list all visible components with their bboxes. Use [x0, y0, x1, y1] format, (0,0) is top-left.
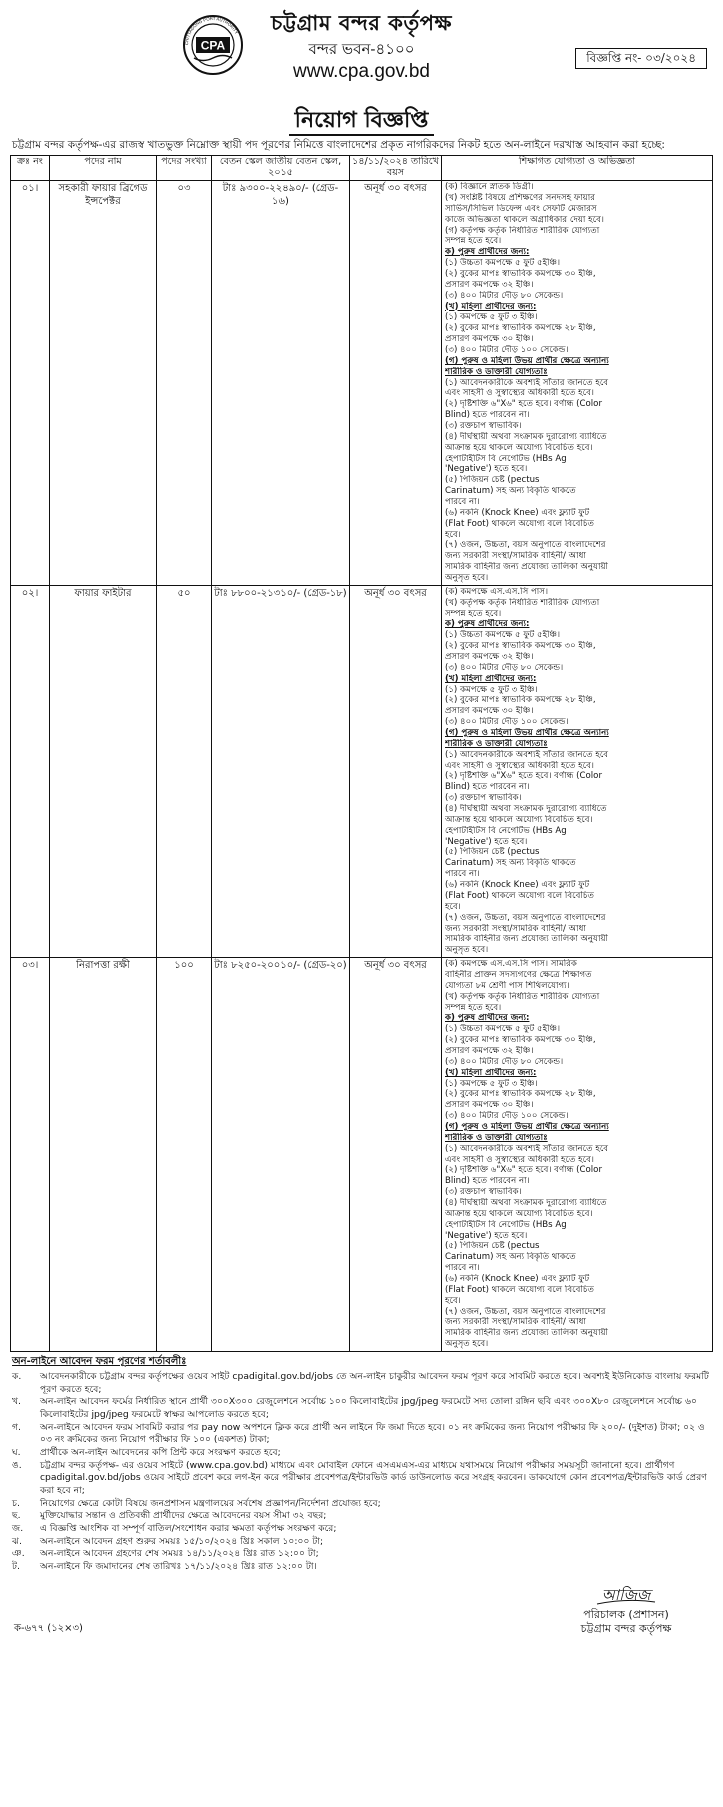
condition-text: আবেদনকারীকে চট্টগ্রাম বন্দর কর্তৃপক্ষের ওয়েব সাইট cpadigital.gov.bd/jobs তে অন-লাইন চাকুরীর আবেদন ফরম পূরণ করে সাবমিট করতে হবে। অবশ্যই ইউনিকোড বাংলায় ফরমটি পূরণ করতে হবে; [40, 1370, 709, 1395]
qualification-line: আক্রান্ত হয়ে থাকলে অযোগ্য বিবেচিত হবে। [445, 1208, 593, 1219]
qualification-line: ক) পুরুষ প্রার্থীদের জন্য: [445, 1013, 530, 1024]
qualification-line: (২) বুকের মাপঃ স্বাভাবিক কমপক্ষে ২৮ ইঞ্চি, [445, 1089, 596, 1100]
table-row [11, 958, 713, 1352]
notice-footer [10, 1580, 713, 1650]
condition-item [12, 1536, 711, 1549]
qualification-line: (খ) কর্তৃপক্ষ কর্তৃক নির্ধারিত শারীরিক যোগ্যতা [445, 991, 600, 1002]
row-age: অনূর্ধ ৩০ বৎসর [350, 585, 442, 957]
qualification-line: প্রসারণ কমপক্ষে ৩২ ইঞ্চি। [445, 652, 534, 663]
condition-number: চ. [12, 1497, 20, 1509]
condition-text: অন-লাইনে আবেদন ফরম সাবমিট করার পর pay now অপশনে ক্লিক করে প্রার্থী অন লাইনে ফি জমা দিতে হবে। ০১ নং ক্রমিকের জন্য নিয়োগ পরীক্ষার ফি ২০০/- (দুইশত) টাকা; ০২ ও ০৩ নং ক্রমিকের জন্য নিয়োগ পরীক্ষার ফি ১০০ (একশত) টাকা; [40, 1421, 705, 1446]
qualification-line: (৩) রক্তচাপ স্বাভাবিক। [445, 793, 522, 804]
condition-number: খ. [12, 1396, 21, 1408]
qualification-line: হেপাটাইটিস বি নেগেটিভ (HBs Ag [445, 825, 567, 836]
qualification-line: প্রসারণ কমপক্ষে ৩০ ইঞ্চি। [445, 1100, 534, 1111]
qualification-line: (খ) মহিলা প্রার্থীদের জন্য: [445, 301, 537, 312]
qualification-line: Carinatum) সহ অন্য বিকৃতি থাকতে [445, 858, 576, 869]
qualification-line: হবে। [445, 529, 461, 540]
signature-block [551, 1580, 701, 1636]
notice-title: নিয়োগ বিজ্ঞপ্তি [289, 106, 435, 136]
row-post: নিরাপত্তা রক্ষী [50, 958, 157, 1352]
qualification-line: (ক) কমপক্ষে এস.এস.সি পাস। সামরিক [445, 959, 577, 970]
qualification-line: প্রসারণ কমপক্ষে ৩০ ইঞ্চি। [445, 706, 534, 717]
qualification-line: Blind) হতে পারবেন না। [445, 410, 530, 421]
qualification-line: জন্য সরকারী সংস্থা/সামরিক বাহিনী/ আধা [445, 551, 586, 562]
row-qualification [442, 585, 713, 957]
qualification-line: সম্পন্ন হতে হবে। [445, 236, 502, 247]
qualification-line: এবং সাহসী ও সুস্বাস্থ্যের অধিকারী হতে হবে। [445, 760, 594, 771]
qualification-line: Carinatum) সহ অন্য বিকৃতি থাকতে [445, 1252, 576, 1263]
qualification-line: (৩) ৪০০ মিটার দৌড় ১০০ সেকেন্ড। [445, 344, 569, 355]
condition-item [12, 1523, 711, 1536]
header-scale: বেতন স্কেল জাতীয় বেতন স্কেল, ২০১৫ [212, 156, 350, 181]
organization-address: বন্দর ভবন-৪১০০ [308, 39, 415, 58]
conditions-section [10, 1356, 713, 1574]
header-age: ১৪/১১/২০২৪ তারিখে বয়স [350, 156, 442, 181]
jobs-table [10, 155, 713, 1352]
condition-item [12, 1561, 711, 1574]
qualification-line: (৪) দীর্ঘস্থায়ী অথবা সংক্রামক দুরারোগ্য ব্যাধিতে [445, 804, 607, 815]
qualification-line: (৬) নকনি (Knock Knee) এবং ফ্ল্যাট ফুট [445, 507, 590, 518]
condition-text: নিয়োগের ক্ষেত্রে কোটা বিষয়ে জনপ্রশাসন মন্ত্রণালয়ের সর্বশেষ প্রজ্ঞাপন/নির্দেশনা প্রযোজ্য হবে; [40, 1497, 381, 1509]
qualification-line: (১) আবেদনকারীকে অবশ্যই সাঁতার জানতে হবে [445, 1143, 609, 1154]
row-scale: টাঃ ৮৮০০-২১৩১০/- (গ্রেড-১৮) [212, 585, 350, 957]
qualification-line: Blind) হতে পারবেন না। [445, 782, 530, 793]
condition-item [12, 1548, 711, 1561]
table-header-row [11, 156, 713, 181]
qualification-line: শারীরিক ও ডাক্তারী যোগ্যতাঃ [445, 366, 548, 377]
notice-code: ক-৬৭৭ (১২×৩) [14, 1623, 83, 1635]
qualification-line: পারবে না। [445, 1263, 480, 1274]
notice-header [10, 6, 713, 133]
qualification-line: (৫) পিজিয়ন চেষ্ট (pectus [445, 847, 540, 858]
qualification-line: (১) কমপক্ষে ৫ ফুট ৩ ইঞ্চি। [445, 684, 538, 695]
qualification-line: (৩) রক্তচাপ স্বাভাবিক। [445, 1187, 522, 1198]
qualification-line: Blind) হতে পারবেন না। [445, 1176, 530, 1187]
condition-item [12, 1396, 711, 1421]
qualification-line: অনুসৃত হবে। [445, 1339, 489, 1350]
condition-item [12, 1460, 711, 1498]
conditions-title: অন-লাইনে আবেদন ফরম পূরণের শর্তাবলীঃ [12, 1356, 187, 1368]
row-qualification [442, 958, 713, 1352]
qualification-line: অনুসৃত হবে। [445, 573, 489, 583]
qualification-line: হবে। [445, 901, 461, 912]
row-count: ০৩ [157, 181, 212, 586]
qualification-line: (৫) পিজিয়ন চেষ্ট (pectus [445, 1241, 540, 1252]
row-post: সহকারী ফায়ার ব্রিগেড ইন্সপেক্টর [50, 181, 157, 586]
condition-number: ঘ. [12, 1446, 21, 1458]
organization-name: চট্টগ্রাম বন্দর কর্তৃপক্ষ [271, 10, 452, 35]
signature-icon [591, 1580, 661, 1608]
row-age: অনূর্ধ ৩০ বৎসর [350, 181, 442, 586]
qualification-line: (৩) ৪০০ মিটার দৌড় ৮০ সেকেন্ড। [445, 1056, 564, 1067]
qualification-line: (২) বুকের মাপঃ স্বাভাবিক কমপক্ষে ৩০ ইঞ্চি, [445, 641, 596, 652]
qualification-line: 'Negative') হতে হবে। [445, 1230, 528, 1241]
qualification-line: এবং সাহসী ও সুস্বাস্থ্যের অধিকারী হতে হবে। [445, 388, 594, 399]
table-row [11, 585, 713, 957]
qualification-line: (গ) কর্তৃপক্ষ কর্তৃক নির্ধারিত শারীরিক যোগ্যতা [445, 225, 600, 236]
qualification-line: (৩) ৪০০ মিটার দৌড় ৮০ সেকেন্ড। [445, 290, 564, 301]
row-qualification [442, 181, 713, 586]
row-age: অনূর্ধ ৩০ বৎসর [350, 958, 442, 1352]
qualification-line: ক) পুরুষ প্রার্থীদের জন্য: [445, 247, 530, 258]
qualification-line: হেপাটাইটিস বি নেগেটিভ (HBs Ag [445, 453, 567, 464]
condition-item [12, 1371, 711, 1396]
qualification-line: (১) কমপক্ষে ৫ ফুট ৩ ইঞ্চি। [445, 1078, 538, 1089]
qualification-line: (৪) দীর্ঘস্থায়ী অথবা সংক্রামক দুরারোগ্য ব্যাধিতে [445, 431, 607, 442]
qualification-line: 'Negative') হতে হবে। [445, 464, 528, 475]
qualification-line: আক্রান্ত হয়ে থাকলে অযোগ্য বিবেচিত হবে। [445, 814, 593, 825]
row-post: ফায়ার ফাইটার [50, 585, 157, 957]
condition-text: অন-লাইনে আবেদন গ্রহণ শুরুর সময়ঃ ১৫/১০/২০২৪ খ্রিঃ সকাল ১০:০০ টা; [40, 1535, 324, 1547]
qualification-line: (১) উচ্চতা কমপক্ষে ৫ ফুট ৫ইঞ্চি। [445, 258, 561, 269]
table-row [11, 181, 713, 586]
qualification-line: Carinatum) সহ অন্য বিকৃতি থাকতে [445, 486, 576, 497]
condition-item [12, 1510, 711, 1523]
qualification-line: হেপাটাইটিস বি নেগেটিভ (HBs Ag [445, 1219, 567, 1230]
qualification-line: পারবে না। [445, 496, 480, 507]
qualification-line: (১) আবেদনকারীকে অবশ্যই সাঁতার জানতে হবে [445, 749, 609, 760]
qualification-line: (খ) কর্তৃপক্ষ কর্তৃক নির্ধারিত শারীরিক যোগ্যতা [445, 597, 600, 608]
qualification-line: সামরিক বাহিনীর জন্য প্রযোজ্য তালিকা অনুযায়ী [445, 562, 609, 573]
condition-text: অন-লাইনে ফি জমাদানের শেষ তারিখঃ ১৭/১১/২০২৪ খ্রিঃ রাত ১২:০০ টা। [40, 1561, 317, 1573]
notice-ref-box: বিজ্ঞপ্তি নং- ০৩/২০২৪ [575, 48, 707, 69]
qualification-line: (Flat Foot) থাকলে অযোগ্য বলে বিবেচিত [445, 518, 594, 529]
qualification-line: আক্রান্ত হয়ে থাকলে অযোগ্য বিবেচিত হবে। [445, 442, 593, 453]
qualification-line: বাহিনীর প্রাক্তন সদস্যগণের ক্ষেত্রে শিক্ষাগত [445, 969, 592, 980]
qualification-line: ক) পুরুষ প্রার্থীদের জন্য: [445, 619, 530, 630]
header-serial: ক্রঃ নং [11, 156, 50, 181]
header-qualification: শিক্ষাগত যোগ্যতা ও অভিজ্ঞতা [442, 156, 713, 181]
condition-item [12, 1447, 711, 1460]
row-serial: ০১। [11, 181, 50, 586]
condition-text: চট্টগ্রাম বন্দর কর্তৃপক্ষ- এর ওয়েব সাইটে (www.cpa.gov.bd) মাধ্যমে এবং মোবাইল ফোনে এসএমএস-এর মাধ্যমে যথাসময়ে নিয়োগ পরীক্ষার সময়সূচী জানানো হবে। প্রার্থীগণ cpadigital.gov.bd/jobs ওয়েব সাইটে প্রবেশ করে লগ-ইন করে পরীক্ষার প্রবেশপত্র/ইন্টারভিউ কার্ড ডাউনলোড করে সংগ্রহ করবেন। ডাকযোগে কোন প্রবেশপত্র/ইন্টারভিউ কার্ড প্রেরণ করা হবে না; [40, 1459, 707, 1496]
row-serial: ০৩। [11, 958, 50, 1352]
qualification-line: সামরিক বাহিনীর জন্য প্রযোজ্য তালিকা অনুযায়ী [445, 934, 609, 945]
condition-number: ঝ. [12, 1535, 22, 1547]
qualification-line: (গ) পুরুষ ও মহিলা উভয় প্রার্থীর ক্ষেত্রে অন্যান্য [445, 728, 609, 739]
condition-text: অন-লাইন আবেদন ফর্মের নির্ধারিত স্থানে প্রার্থী ৩০০X৩০০ রেজুলেশনে সর্বোচ্চ ১০০ কিলোবাইটের jpg/jpeg ফরমেটে সদ্য তোলা রঙ্গিন ছবি এবং ৩০০X৮০ রেজুলেশনে সর্বোচ্চ ৬০ কিলোবাইটের jpg/jpeg ফরমেটে স্বাক্ষর আপলোড করতে হবে; [40, 1396, 698, 1420]
qualification-line: (৩) ৪০০ মিটার দৌড় ১০০ সেকেন্ড। [445, 717, 569, 728]
qualification-line: জন্য সরকারী সংস্থা/সামরিক বাহিনী/ আধা [445, 1317, 586, 1328]
qualification-line: 'Negative') হতে হবে। [445, 836, 528, 847]
qualification-line: জন্য সরকারী সংস্থা/সামরিক বাহিনী/ আধা [445, 923, 586, 934]
header-count: পদের সংখ্যা [157, 156, 212, 181]
qualification-line: সম্পন্ন হতে হবে। [445, 608, 502, 619]
condition-item [12, 1422, 711, 1447]
qualification-line: (ক) কমপক্ষে এস.এস.সি পাস। [445, 586, 549, 597]
qualification-line: (৩) রক্তচাপ স্বাভাবিক। [445, 420, 522, 431]
row-serial: ০২। [11, 585, 50, 957]
condition-item [12, 1498, 711, 1511]
qualification-line: হবে। [445, 1295, 461, 1306]
qualification-line: (গ) পুরুষ ও মহিলা উভয় প্রার্থীর ক্ষেত্রে অন্যান্য [445, 355, 609, 366]
condition-text: অন-লাইনে আবেদন গ্রহণের শেষ সময়ঃ ১৪/১১/২০২৪ খ্রিঃ রাত ১২:০০ টা; [40, 1548, 319, 1560]
qualification-line: সার্ভিস/সিভিল ডিফেন্স এবং সেফটি মেজারস [445, 203, 597, 214]
signatory-org: চট্টগ্রাম বন্দর কর্তৃপক্ষ [580, 1621, 672, 1635]
qualification-line: (খ) মহিলা প্রার্থীদের জন্য: [445, 1067, 537, 1078]
condition-text: মুক্তিযোদ্ধার সন্তান ও প্রতিবন্ধী প্রার্থীদের ক্ষেত্রে আবেদনের বয়স সীমা ৩২ বছর; [40, 1510, 327, 1522]
condition-text: প্রার্থীকে অন-লাইন আবেদনের কপি প্রিন্ট করে সংরক্ষণ করতে হবে; [40, 1446, 281, 1458]
qualification-line: (১) কমপক্ষে ৫ ফুট ৩ ইঞ্চি। [445, 312, 538, 323]
condition-number: গ. [12, 1421, 21, 1433]
qualification-line: অনুসৃত হবে। [445, 945, 489, 956]
qualification-line: (৪) দীর্ঘস্থায়ী অথবা সংক্রামক দুরারোগ্য ব্যাধিতে [445, 1197, 607, 1208]
qualification-line: (১) উচ্চতা কমপক্ষে ৫ ফুট ৫ইঞ্চি। [445, 1024, 561, 1035]
conditions-list [12, 1371, 711, 1574]
qualification-line: (১) আবেদনকারীকে অবশ্যই সাঁতার জানতে হবে [445, 377, 609, 388]
logo-text: CPA [200, 38, 226, 53]
qualification-line: (৭) ওজন, উচ্চতা, বয়স অনুপাতে বাংলাদেশের [445, 1306, 606, 1317]
qualification-line: (২) দৃষ্টিশক্তি ৬"X৬" হতে হবে। বর্ণান্ধ (Color [445, 771, 602, 782]
condition-number: ছ. [12, 1510, 21, 1522]
row-count: ১০০ [157, 958, 212, 1352]
logo-ring-text: CHITTAGONG PORT AUTHORITY [183, 15, 240, 46]
header-post: পদের নাম [50, 156, 157, 181]
qualification-line: প্রসারণ কমপক্ষে ৩২ ইঞ্চি। [445, 279, 534, 290]
condition-number: জ. [12, 1523, 24, 1535]
qualification-line: (খ) মহিলা প্রার্থীদের জন্য: [445, 673, 537, 684]
qualification-line: সম্পন্ন হতে হবে। [445, 1002, 502, 1013]
qualification-line: (৭) ওজন, উচ্চতা, বয়স অনুপাতে বাংলাদেশের [445, 540, 606, 551]
qualification-line: প্রসারণ কমপক্ষে ৩২ ইঞ্চি। [445, 1045, 534, 1056]
qualification-line: (৩) ৪০০ মিটার দৌড় ৮০ সেকেন্ড। [445, 662, 564, 673]
qualification-line: (১) উচ্চতা কমপক্ষে ৫ ফুট ৫ইঞ্চি। [445, 630, 561, 641]
qualification-line: (৩) ৪০০ মিটার দৌড় ১০০ সেকেন্ড। [445, 1111, 569, 1122]
qualification-line: (২) দৃষ্টিশক্তি ৬"X৬" হতে হবে। বর্ণান্ধ (Color [445, 399, 602, 410]
qualification-line: এবং সাহসী ও সুস্বাস্থ্যের অধিকারী হতে হবে। [445, 1154, 594, 1165]
qualification-line: (ক) বিজ্ঞানে স্নাতক ডিগ্রী। [445, 182, 534, 193]
notice-intro: চট্টগ্রাম বন্দর কর্তৃপক্ষ-এর রাজস্ব খাতভুক্ত নিম্নোক্ত স্থায়ী পদ পূরণের নিমিত্তে বাংলাদেশের প্রকৃত নাগরিকদের নিকট হতে অন-লাইনে দরখাস্ত আহবান করা হচ্ছে: [12, 139, 665, 151]
condition-number: ঙ. [12, 1459, 22, 1471]
qualification-line: (২) বুকের মাপঃ স্বাভাবিক কমপক্ষে ২৮ ইঞ্চি, [445, 323, 596, 334]
signatory-title: পরিচালক (প্রশাসন) [583, 1607, 669, 1621]
row-scale: টাঃ ৮২৫০-২০০১০/- (গ্রেড-২০) [212, 958, 350, 1352]
qualification-line: (Flat Foot) থাকলে অযোগ্য বলে বিবেচিত [445, 890, 594, 901]
qualification-line: (গ) পুরুষ ও মহিলা উভয় প্রার্থীর ক্ষেত্রে অন্যান্য [445, 1121, 609, 1132]
signature-text: আজিজ [601, 1585, 651, 1604]
qualification-line: কাজে অভিজ্ঞতা থাকলে অগ্রাধিকার দেয়া হবে। [445, 214, 604, 225]
qualification-line: যোগ্যতা ৮ম শ্রেণী পাস শিথিলযোগ্য। [445, 980, 570, 991]
qualification-line: (৬) নকনি (Knock Knee) এবং ফ্ল্যাট ফুট [445, 880, 590, 891]
qualification-line: পারবে না। [445, 869, 480, 880]
qualification-line: সামরিক বাহিনীর জন্য প্রযোজ্য তালিকা অনুযায়ী [445, 1328, 609, 1339]
qualification-line: (২) বুকের মাপঃ স্বাভাবিক কমপক্ষে ৩০ ইঞ্চি, [445, 268, 596, 279]
qualification-line: (২) বুকের মাপঃ স্বাভাবিক কমপক্ষে ৩০ ইঞ্চি, [445, 1035, 596, 1046]
row-count: ৫০ [157, 585, 212, 957]
qualification-line: (৬) নকনি (Knock Knee) এবং ফ্ল্যাট ফুট [445, 1274, 590, 1284]
qualification-line: শারীরিক ও ডাক্তারী যোগ্যতাঃ [445, 1132, 548, 1143]
qualification-line: শারীরিক ও ডাক্তারী যোগ্যতাঃ [445, 738, 548, 749]
condition-text: এ বিজ্ঞপ্তি আংশিক বা সম্পূর্ণ বাতিল/সংশোধন করার ক্ষমতা কর্তৃপক্ষ সংরক্ষণ করে; [40, 1523, 337, 1535]
qualification-line: (৫) পিজিয়ন চেষ্ট (pectus [445, 475, 540, 486]
qualification-line: (২) দৃষ্টিশক্তি ৬"X৬" হতে হবে। বর্ণান্ধ (Color [445, 1165, 602, 1176]
qualification-line: প্রসারণ কমপক্ষে ৩০ ইঞ্চি। [445, 334, 534, 345]
row-scale: টাঃ ৯৩০০-২২৪৯০/- (গ্রেড- ১৬) [212, 181, 350, 586]
qualification-line: (২) বুকের মাপঃ স্বাভাবিক কমপক্ষে ২৮ ইঞ্চি, [445, 695, 596, 706]
condition-number: ঞ. [12, 1548, 25, 1560]
qualification-line: (Flat Foot) থাকলে অযোগ্য বলে বিবেচিত [445, 1284, 594, 1295]
organization-website: www.cpa.gov.bd [293, 61, 430, 83]
qualification-line: (৭) ওজন, উচ্চতা, বয়স অনুপাতে বাংলাদেশের [445, 912, 606, 923]
condition-number: ট. [12, 1561, 20, 1573]
qualification-line: (খ) সংশ্লিষ্ট বিষয়ে প্রশিক্ষণের সনদসহ ফায়ার [445, 192, 595, 203]
condition-number: ক. [12, 1370, 22, 1382]
